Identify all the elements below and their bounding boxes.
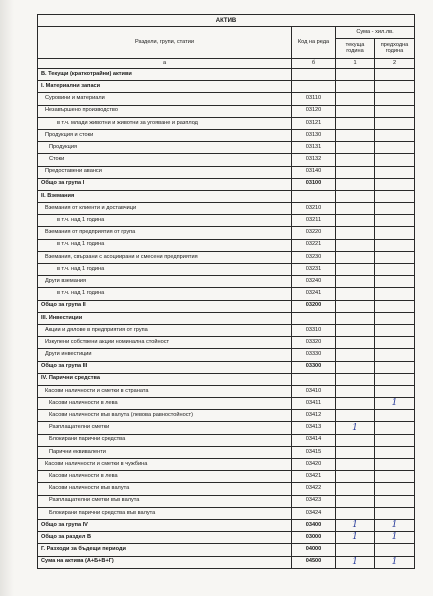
row-label: Суровини и материали	[38, 93, 292, 105]
row-code: 03241	[292, 288, 336, 300]
row-label: Касови наличности в лева	[38, 471, 292, 483]
table-row	[38, 105, 415, 117]
row-current-value[interactable]	[336, 154, 375, 166]
table-row	[38, 471, 415, 483]
row-current-value[interactable]	[336, 215, 375, 227]
row-label: I. Материални запаси	[38, 81, 292, 93]
scan-edge-shadow	[0, 0, 14, 596]
row-previous-value[interactable]	[375, 361, 415, 373]
row-current-value[interactable]	[336, 69, 375, 81]
row-current-value[interactable]	[336, 117, 375, 129]
table-row	[38, 203, 415, 215]
table-row	[38, 227, 415, 239]
row-code: 03140	[292, 166, 336, 178]
table-row	[38, 495, 415, 507]
row-code	[292, 69, 336, 81]
row-label: Други вземания	[38, 276, 292, 288]
header-index-2: 2	[375, 59, 415, 69]
row-current-value[interactable]	[336, 251, 375, 263]
table-row	[38, 312, 415, 324]
row-code: 03231	[292, 264, 336, 276]
row-label: Общо за група I	[38, 178, 292, 190]
table-row	[38, 264, 415, 276]
table-row	[38, 556, 415, 568]
row-previous-value[interactable]	[375, 276, 415, 288]
row-previous-value[interactable]	[375, 507, 415, 519]
table-row	[38, 532, 415, 544]
table-row	[38, 239, 415, 251]
row-label: в т.ч. млади животни и животни за угояване и разплод	[38, 117, 292, 129]
row-code: 03221	[292, 239, 336, 251]
row-previous-value[interactable]	[375, 324, 415, 336]
row-code: 03310	[292, 324, 336, 336]
table-row	[38, 361, 415, 373]
row-code: 03411	[292, 398, 336, 410]
row-previous-value[interactable]: 1	[375, 532, 415, 544]
table-row	[38, 276, 415, 288]
table-row	[38, 519, 415, 531]
row-label: Касови наличности и сметки в чужбина	[38, 459, 292, 471]
header-amount: Сума - хил.лв.	[336, 27, 415, 39]
row-label: Общо за група II	[38, 300, 292, 312]
row-label: Касови наличности и сметки в страната	[38, 385, 292, 397]
row-current-value[interactable]	[336, 385, 375, 397]
row-previous-value[interactable]	[375, 93, 415, 105]
row-code: 03121	[292, 117, 336, 129]
row-previous-value[interactable]	[375, 471, 415, 483]
row-current-value[interactable]	[336, 507, 375, 519]
row-current-value[interactable]	[336, 166, 375, 178]
row-code: 03120	[292, 105, 336, 117]
row-label: Общо за група III	[38, 361, 292, 373]
row-label: Продукция и стоки	[38, 129, 292, 141]
table-row	[38, 178, 415, 190]
row-code: 03421	[292, 471, 336, 483]
row-previous-value[interactable]	[375, 483, 415, 495]
row-label: Касови наличности във валута (левова равностойност)	[38, 410, 292, 422]
table-body	[38, 69, 415, 569]
row-previous-value[interactable]	[375, 349, 415, 361]
header-code: Код на реда	[292, 27, 336, 59]
row-code: 03415	[292, 446, 336, 458]
row-current-value[interactable]	[336, 459, 375, 471]
row-current-value[interactable]	[336, 337, 375, 349]
row-current-value[interactable]	[336, 81, 375, 93]
row-code	[292, 190, 336, 202]
row-code: 03132	[292, 154, 336, 166]
row-previous-value[interactable]	[375, 434, 415, 446]
row-previous-value[interactable]	[375, 300, 415, 312]
table-row	[38, 81, 415, 93]
row-code: 03330	[292, 349, 336, 361]
row-code	[292, 312, 336, 324]
row-current-value[interactable]	[336, 203, 375, 215]
row-current-value[interactable]	[336, 276, 375, 288]
row-code: 03413	[292, 422, 336, 434]
row-code: 03220	[292, 227, 336, 239]
row-code: 03131	[292, 142, 336, 154]
row-previous-value[interactable]	[375, 410, 415, 422]
table-row	[38, 337, 415, 349]
row-label: Разплащателни сметки	[38, 422, 292, 434]
row-label: Общо за група IV	[38, 519, 292, 531]
row-code: 03211	[292, 215, 336, 227]
header-index-a: а	[38, 59, 292, 69]
row-previous-value[interactable]	[375, 264, 415, 276]
row-code: 03410	[292, 385, 336, 397]
row-label: в т.ч. над 1 година	[38, 264, 292, 276]
row-current-value[interactable]	[336, 288, 375, 300]
row-previous-value[interactable]	[375, 178, 415, 190]
row-current-value[interactable]	[336, 312, 375, 324]
row-label: Предоставени аванси	[38, 166, 292, 178]
row-previous-value[interactable]	[375, 446, 415, 458]
row-code: 03000	[292, 532, 336, 544]
header-index-b: б	[292, 59, 336, 69]
row-current-value[interactable]	[336, 129, 375, 141]
row-current-value[interactable]	[336, 398, 375, 410]
table-row	[38, 142, 415, 154]
row-code: 03230	[292, 251, 336, 263]
row-label: Г. Разходи за бъдещи периоди	[38, 544, 292, 556]
row-previous-value[interactable]	[375, 459, 415, 471]
row-previous-value[interactable]	[375, 105, 415, 117]
row-label: в т.ч. над 1 година	[38, 215, 292, 227]
row-previous-value[interactable]	[375, 239, 415, 251]
row-current-value[interactable]	[336, 446, 375, 458]
row-label: Вземания, свързани с асоциирани и смесени предприятия	[38, 251, 292, 263]
row-previous-value[interactable]	[375, 69, 415, 81]
row-current-value[interactable]	[336, 410, 375, 422]
row-current-value[interactable]	[336, 324, 375, 336]
row-previous-value[interactable]	[375, 190, 415, 202]
table-row	[38, 117, 415, 129]
table-row	[38, 69, 415, 81]
row-label: Касови наличности във валута	[38, 483, 292, 495]
row-current-value[interactable]: 1	[336, 556, 375, 568]
row-current-value[interactable]	[336, 239, 375, 251]
row-previous-value[interactable]	[375, 154, 415, 166]
table-row	[38, 154, 415, 166]
row-current-value[interactable]	[336, 434, 375, 446]
table-row	[38, 507, 415, 519]
table-row	[38, 544, 415, 556]
row-code: 03130	[292, 129, 336, 141]
table-row	[38, 93, 415, 105]
row-current-value[interactable]	[336, 495, 375, 507]
row-current-value[interactable]: 1	[336, 519, 375, 531]
row-label: в т.ч. над 1 година	[38, 239, 292, 251]
row-previous-value[interactable]	[375, 129, 415, 141]
header-index-1: 1	[336, 59, 375, 69]
row-current-value[interactable]	[336, 373, 375, 385]
row-code: 03210	[292, 203, 336, 215]
row-label: Други инвестиции	[38, 349, 292, 361]
table-row	[38, 446, 415, 458]
row-label: Блокирани парични средства	[38, 434, 292, 446]
row-current-value[interactable]	[336, 227, 375, 239]
row-code: 03400	[292, 519, 336, 531]
row-previous-value[interactable]	[375, 495, 415, 507]
row-previous-value[interactable]	[375, 227, 415, 239]
balance-sheet-assets	[37, 14, 414, 569]
row-current-value[interactable]	[336, 483, 375, 495]
row-code: 03320	[292, 337, 336, 349]
row-label: в т.ч. над 1 година	[38, 288, 292, 300]
row-previous-value[interactable]	[375, 312, 415, 324]
row-previous-value[interactable]	[375, 337, 415, 349]
row-code: 03414	[292, 434, 336, 446]
table-row	[38, 483, 415, 495]
row-code: 03300	[292, 361, 336, 373]
table-row	[38, 300, 415, 312]
row-label: Разплащателни сметки във валута	[38, 495, 292, 507]
row-label: III. Инвестиции	[38, 312, 292, 324]
row-label: Вземания от предприятия от група	[38, 227, 292, 239]
table-row	[38, 288, 415, 300]
table-row	[38, 251, 415, 263]
row-current-value[interactable]	[336, 105, 375, 117]
row-previous-value[interactable]	[375, 142, 415, 154]
row-previous-value[interactable]	[375, 288, 415, 300]
table-row	[38, 190, 415, 202]
row-code	[292, 373, 336, 385]
row-previous-value[interactable]	[375, 544, 415, 556]
row-code: 03422	[292, 483, 336, 495]
row-label: Продукция	[38, 142, 292, 154]
header-current-year: текуща година	[336, 39, 375, 59]
row-current-value[interactable]	[336, 93, 375, 105]
row-current-value[interactable]	[336, 190, 375, 202]
row-current-value[interactable]	[336, 142, 375, 154]
table-row	[38, 349, 415, 361]
table-row	[38, 373, 415, 385]
row-current-value[interactable]: 1	[336, 532, 375, 544]
table-row	[38, 410, 415, 422]
table-row	[38, 129, 415, 141]
row-current-value[interactable]	[336, 544, 375, 556]
table-row	[38, 459, 415, 471]
header-sections: Раздели, групи, статии	[38, 27, 292, 59]
table-row	[38, 324, 415, 336]
row-previous-value[interactable]: 1	[375, 519, 415, 531]
row-previous-value[interactable]	[375, 117, 415, 129]
row-label: Общо за раздел В	[38, 532, 292, 544]
row-label: Вземания от клиенти и доставчици	[38, 203, 292, 215]
row-current-value[interactable]	[336, 471, 375, 483]
table-row	[38, 422, 415, 434]
row-previous-value[interactable]	[375, 422, 415, 434]
row-label: Блокирани парични средства във валута	[38, 507, 292, 519]
row-current-value[interactable]	[336, 349, 375, 361]
row-label: IV. Парични средства	[38, 373, 292, 385]
header-previous-year: предходна година	[375, 39, 415, 59]
row-label: Изкупени собствени акции номинална стойност	[38, 337, 292, 349]
row-code: 03412	[292, 410, 336, 422]
row-label: Стоки	[38, 154, 292, 166]
row-previous-value[interactable]	[375, 385, 415, 397]
table-row	[38, 398, 415, 410]
row-label: В. Текущи (краткотрайни) активи	[38, 69, 292, 81]
row-label: Сума на актива (А+Б+В+Г)	[38, 556, 292, 568]
table-title: АКТИВ	[38, 15, 415, 27]
row-previous-value[interactable]	[375, 203, 415, 215]
row-label: Незавършено производство	[38, 105, 292, 117]
row-previous-value[interactable]	[375, 166, 415, 178]
row-code: 04000	[292, 544, 336, 556]
row-current-value[interactable]	[336, 361, 375, 373]
row-previous-value[interactable]: 1	[375, 556, 415, 568]
row-code: 03240	[292, 276, 336, 288]
row-label: II. Вземания	[38, 190, 292, 202]
row-previous-value[interactable]	[375, 215, 415, 227]
row-label: Акции и дялове в предприятия от група	[38, 324, 292, 336]
row-previous-value[interactable]	[375, 373, 415, 385]
row-previous-value[interactable]	[375, 81, 415, 93]
assets-table	[37, 14, 415, 569]
row-current-value[interactable]: 1	[336, 422, 375, 434]
table-row	[38, 215, 415, 227]
row-code: 03423	[292, 495, 336, 507]
table-row	[38, 434, 415, 446]
row-label: Парични еквиваленти	[38, 446, 292, 458]
row-label: Касови наличности в лева	[38, 398, 292, 410]
row-current-value[interactable]	[336, 178, 375, 190]
row-code: 03200	[292, 300, 336, 312]
table-row	[38, 166, 415, 178]
row-code: 03420	[292, 459, 336, 471]
table-row	[38, 385, 415, 397]
row-previous-value[interactable]: 1	[375, 398, 415, 410]
row-code: 03110	[292, 93, 336, 105]
row-code	[292, 81, 336, 93]
row-code: 03100	[292, 178, 336, 190]
row-code: 04500	[292, 556, 336, 568]
row-previous-value[interactable]	[375, 251, 415, 263]
row-current-value[interactable]	[336, 300, 375, 312]
row-current-value[interactable]	[336, 264, 375, 276]
row-code: 03424	[292, 507, 336, 519]
